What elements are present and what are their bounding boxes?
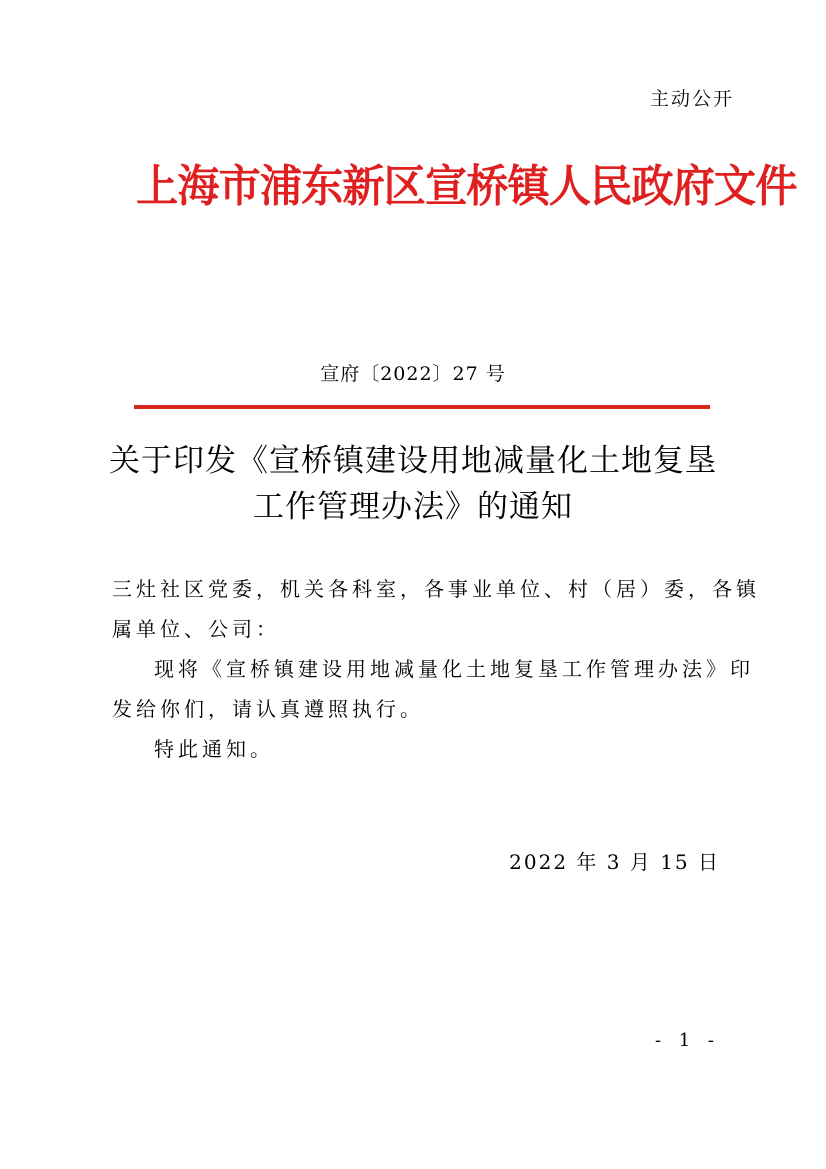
title-line-1: 关于印发《宣桥镇建设用地减量化土地复垦 xyxy=(109,443,717,479)
document-title xyxy=(0,438,826,530)
body-paragraph-line-1: 现将《宣桥镇建设用地减量化土地复垦工作管理办法》印 xyxy=(154,657,754,681)
issue-date: 2022 年 3 月 15 日 xyxy=(509,850,720,874)
red-separator-line xyxy=(134,405,710,409)
body-paragraph-line-2: 发给你们，请认真遵照执行。 xyxy=(112,697,424,721)
recipients-line-1: 三灶社区党委，机关各科室，各事业单位、村（居）委，各镇 xyxy=(112,577,760,601)
disclosure-label: 主动公开 xyxy=(649,88,734,110)
page-number: - 1 - xyxy=(654,1030,720,1051)
document-number: 宣府〔2022〕27 号 xyxy=(320,363,506,385)
recipients-line-2: 属单位、公司： xyxy=(112,617,280,641)
closing-line: 特此通知。 xyxy=(154,737,274,761)
issuer-red-heading: 上海市浦东新区宣桥镇人民政府文件 xyxy=(136,161,797,212)
title-line-2: 工作管理办法》的通知 xyxy=(253,489,573,525)
